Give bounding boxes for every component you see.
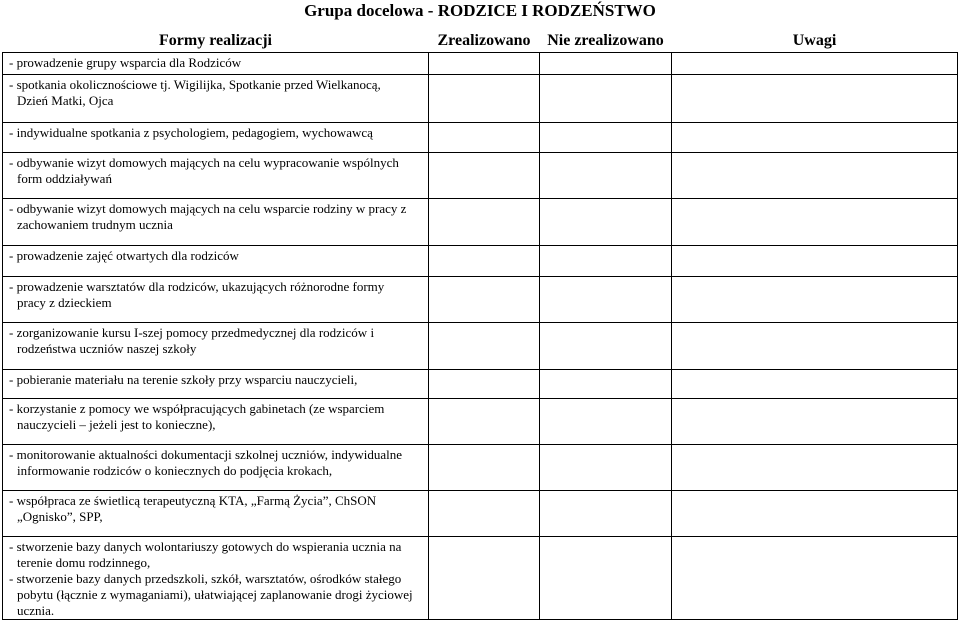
not-done-cell[interactable] — [540, 399, 672, 445]
table-row — [3, 399, 958, 445]
table-row — [3, 537, 958, 620]
table-row — [3, 277, 958, 323]
done-cell[interactable] — [429, 199, 540, 246]
task-line: - stworzenie bazy danych przedszkoli, szkół, warsztatów, ośrodków stałego — [9, 571, 402, 586]
notes-cell[interactable] — [672, 277, 958, 323]
task-line: pobytu (łącznie z wymaganiami), ułatwiającej zaplanowanie drogi życiowej — [17, 587, 413, 602]
not-done-cell[interactable] — [540, 537, 672, 620]
table-row — [3, 75, 958, 123]
done-cell[interactable] — [429, 491, 540, 537]
column-header-forms: Formy realizacji — [3, 30, 429, 53]
notes-cell[interactable] — [672, 399, 958, 445]
notes-cell[interactable] — [672, 323, 958, 370]
not-done-cell[interactable] — [540, 370, 672, 399]
done-cell[interactable] — [429, 399, 540, 445]
table-row — [3, 153, 958, 199]
done-cell[interactable] — [429, 370, 540, 399]
not-done-cell[interactable] — [540, 323, 672, 370]
done-cell[interactable] — [429, 537, 540, 620]
notes-cell[interactable] — [672, 53, 958, 75]
table-row — [3, 246, 958, 277]
task-line: - odbywanie wizyt domowych mających na celu wypracowanie wspólnych — [9, 155, 399, 170]
column-header-not-done: Nie zrealizowano — [540, 30, 672, 53]
task-cell — [3, 246, 429, 277]
done-cell[interactable] — [429, 123, 540, 153]
task-line: - prowadzenie grupy wsparcia dla Rodziców — [9, 55, 242, 70]
notes-cell[interactable] — [672, 370, 958, 399]
task-line: - spotkania okolicznościowe tj. Wigilijka, Spotkanie przed Wielkanocą, — [9, 77, 381, 92]
task-line: form oddziaływań — [17, 171, 112, 186]
task-line: - zorganizowanie kursu I-szej pomocy przedmedycznej dla rodziców i — [9, 325, 375, 340]
notes-cell[interactable] — [672, 491, 958, 537]
done-cell[interactable] — [429, 246, 540, 277]
notes-cell[interactable] — [672, 75, 958, 123]
task-cell — [3, 323, 429, 370]
table-row — [3, 53, 958, 75]
table-header-row — [3, 30, 958, 53]
not-done-cell[interactable] — [540, 123, 672, 153]
task-line: nauczycieli – jeżeli jest to konieczne), — [17, 417, 216, 432]
task-line: - prowadzenie zajęć otwartych dla rodziców — [9, 248, 239, 263]
notes-cell[interactable] — [672, 153, 958, 199]
notes-cell[interactable] — [672, 123, 958, 153]
task-line: - pobieranie materiału na terenie szkoły przy wsparciu nauczycieli, — [9, 372, 358, 387]
done-cell[interactable] — [429, 153, 540, 199]
task-line: - współpraca ze świetlicą terapeutyczną KTA, „Farmą Życia”, ChSON — [9, 493, 377, 508]
task-cell — [3, 53, 429, 75]
task-cell — [3, 445, 429, 491]
not-done-cell[interactable] — [540, 199, 672, 246]
notes-cell[interactable] — [672, 445, 958, 491]
task-line: zachowaniem trudnym ucznia — [17, 217, 173, 232]
table-row — [3, 123, 958, 153]
column-header-notes: Uwagi — [672, 30, 958, 53]
table-row — [3, 199, 958, 246]
task-line: terenie domu rodzinnego, — [17, 555, 151, 570]
task-line: - stworzenie bazy danych wolontariuszy gotowych do wspierania ucznia na — [9, 539, 402, 554]
task-line: - korzystanie z pomocy we współpracujących gabinetach (ze wsparciem — [9, 401, 385, 416]
task-cell — [3, 199, 429, 246]
task-line: ucznia. — [17, 603, 55, 618]
notes-cell[interactable] — [672, 246, 958, 277]
not-done-cell[interactable] — [540, 491, 672, 537]
not-done-cell[interactable] — [540, 277, 672, 323]
table-row — [3, 491, 958, 537]
table-row — [3, 445, 958, 491]
task-cell — [3, 75, 429, 123]
task-cell — [3, 491, 429, 537]
task-line: - indywidualne spotkania z psychologiem, pedagogiem, wychowawcą — [9, 125, 373, 140]
task-line: rodzeństwa uczniów naszej szkoły — [17, 341, 197, 356]
task-line: „Ognisko”, SPP, — [17, 509, 103, 524]
task-cell — [3, 123, 429, 153]
task-cell — [3, 153, 429, 199]
not-done-cell[interactable] — [540, 246, 672, 277]
not-done-cell[interactable] — [540, 53, 672, 75]
not-done-cell[interactable] — [540, 75, 672, 123]
done-cell[interactable] — [429, 277, 540, 323]
task-line: Dzień Matki, Ojca — [17, 93, 114, 108]
task-line: - prowadzenie warsztatów dla rodziców, ukazujących różnorodne formy — [9, 279, 385, 294]
task-line: - monitorowanie aktualności dokumentacji szkolnej uczniów, indywidualne — [9, 447, 403, 462]
task-line: - odbywanie wizyt domowych mających na celu wsparcie rodziny w pracy z — [9, 201, 407, 216]
done-cell[interactable] — [429, 53, 540, 75]
task-cell — [3, 370, 429, 399]
notes-cell[interactable] — [672, 537, 958, 620]
done-cell[interactable] — [429, 323, 540, 370]
task-cell — [3, 277, 429, 323]
not-done-cell[interactable] — [540, 153, 672, 199]
task-line: informowanie rodziców o koniecznych do podjęcia krokach, — [17, 463, 333, 478]
column-header-done: Zrealizowano — [429, 30, 540, 53]
task-cell — [3, 537, 429, 620]
not-done-cell[interactable] — [540, 445, 672, 491]
table-row — [3, 323, 958, 370]
task-cell — [3, 399, 429, 445]
done-cell[interactable] — [429, 445, 540, 491]
document-title: Grupa docelowa - RODZICE I RODZEŃSTWO — [304, 1, 656, 20]
table-row — [3, 370, 958, 399]
plan-table — [2, 30, 958, 620]
notes-cell[interactable] — [672, 199, 958, 246]
done-cell[interactable] — [429, 75, 540, 123]
task-line: pracy z dzieckiem — [17, 295, 112, 310]
